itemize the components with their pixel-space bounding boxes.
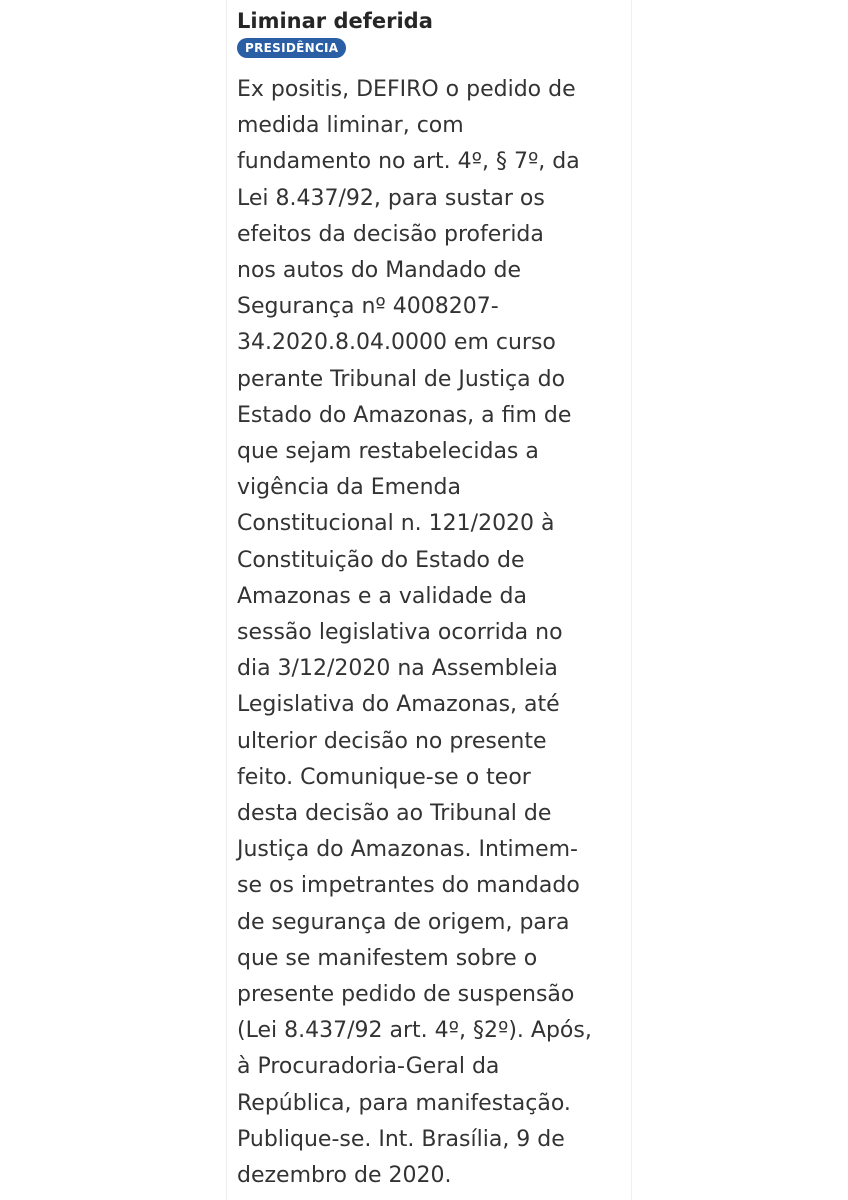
body-line: Constitucional n. 121/2020 à — [237, 511, 555, 537]
body-line: sessão legislativa ocorrida no — [237, 620, 563, 646]
body-line: Ex positis, DEFIRO o pedido de — [237, 77, 576, 102]
body-line: (Lei 8.437/92 art. 4º, §2º). Após, — [237, 1018, 592, 1044]
body-line: Constituição do Estado de — [237, 547, 525, 573]
body-line: se os impetrantes do mandado — [237, 873, 580, 899]
body-line: 34.2020.8.04.0000 em curso — [237, 330, 556, 356]
body-line: Legislativa do Amazonas, até — [237, 692, 560, 718]
body-line: Amazonas e a validade da — [237, 583, 527, 609]
body-line: Segurança nº 4008207- — [237, 294, 499, 320]
body-line: Estado do Amazonas, a fim de — [237, 402, 572, 428]
body-line: Lei 8.437/92, para sustar os — [237, 185, 545, 211]
body-line: vigência da Emenda — [237, 475, 461, 501]
body-line: desta decisão ao Tribunal de — [237, 801, 552, 827]
body-line: República, para manifestação. — [237, 1090, 571, 1116]
body-line: perante Tribunal de Justiça do — [237, 366, 566, 392]
body-line: fundamento no art. 4º, § 7º, da — [237, 149, 580, 175]
body-line: ulterior decisão no presente — [237, 728, 547, 754]
decision-body-text — [237, 72, 629, 1194]
body-line: à Procuradoria-Geral da — [237, 1054, 500, 1080]
body-line: Publique-se. Int. Brasília, 9 de — [237, 1126, 565, 1152]
body-line: presente pedido de suspensão — [237, 982, 575, 1008]
body-line: que sejam restabelecidas a — [237, 439, 539, 465]
presidencia-badge: PRESIDÊNCIA — [237, 38, 346, 58]
body-line: que se manifestem sobre o — [237, 945, 538, 971]
body-line: Justiça do Amazonas. Intimem- — [237, 837, 578, 863]
decision-card — [226, 0, 632, 1200]
body-line: nos autos do Mandado de — [237, 258, 522, 284]
decision-title: Liminar deferida — [237, 9, 433, 33]
body-line: dia 3/12/2020 na Assembleia — [237, 656, 558, 682]
body-line: feito. Comunique-se o teor — [237, 764, 531, 790]
body-line: de segurança de origem, para — [237, 909, 570, 935]
body-line: medida liminar, com — [237, 113, 464, 139]
body-line: efeitos da decisão proferida — [237, 221, 544, 247]
body-line: dezembro de 2020. — [237, 1163, 452, 1189]
